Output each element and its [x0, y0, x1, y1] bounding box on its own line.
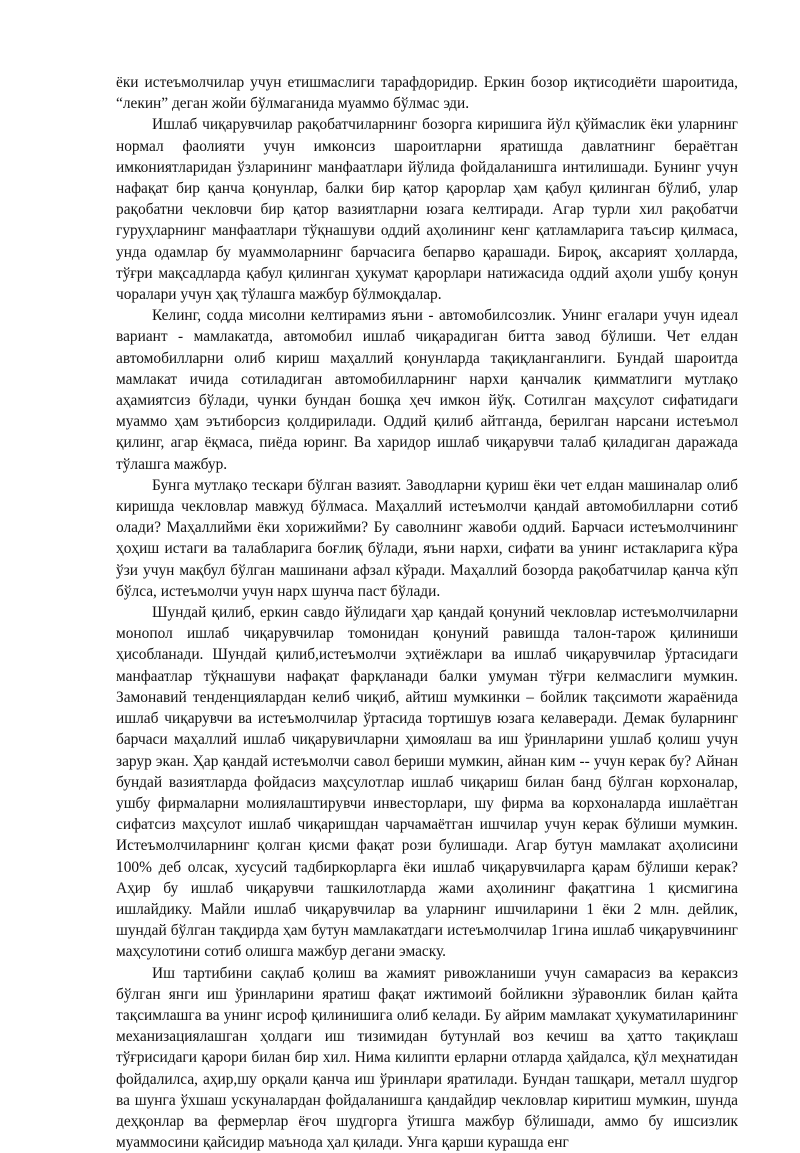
paragraph-1: ёки истеъмолчилар учун етишмаслиги тарафдоридир. Еркин бозор иқтисодиёти шароитида, “лекин” деган жойи бўлмаганида муаммо бўлмас эди.: [116, 74, 738, 113]
paragraph-6: Иш тартибини сақлаб қолиш ва жамият ривожланиши учун самарасиз ва кераксиз бўлган янги иш ўринларини яратиш фақат ижтимоий бойликни зўравонлик билан қайта тақсимлашга ва унинг исроф қилинишига олиб келади. Бу айрим мамлакат ҳукуматиларининг механизациялашган ҳолдаги иш тизимидан бутунлай воз кечиш ва ҳатто тақиқлаш тўғрисидаги қарори билан бир хил. Нима килипти ерларни отларда ҳайдалса, қўл меҳнатидан фойдалилса, аҳир,шу орқали қанча иш ўринлари яратилади. Бундан ташқари, металл шудгор ва шунга ўхшаш ускуналардан фойдаланишга қандайдир чекловлар киритиш мумкин, шунда деҳқонлар ва фермерлар ёғоч шудгорга ўтишга мажбур бўлишади, аммо бу ишсизлик муаммосини қайсидир маънода ҳал қилади. Унга қарши курашда енг: [116, 964, 738, 1152]
paragraph-2: Ишлаб чиқарувчилар рақобатчиларнинг бозорга киришига йўл қўймаслик ёки уларнинг нормал фаолияти учун имконсиз шароитларни яратишда давлатнинг бераётган имкониятларидан ўзларининг манфаатлари йўлида фойдаланишга интилишади. Бунинг учун нафақат бир қанча қонунлар, балки бир қатор қарорлар ҳам қабул қилинган бўлиб, улар рақобатни чекловчи бир қатор вазиятларни юзага келтиради. Агар турли хил рақобатчи гуруҳларнинг манфаатлари тўқнашуви оддий аҳолининг кенг қатламларига таъсир қилмаса, унда одамлар бу муаммоларнинг барчасига бепарво қарашади. Бироқ, аксарият ҳолларда, тўғри мақсадларда қабул қилинган ҳукумат қарорлари натижасида оддий аҳоли ушбу қонун чоралари учун ҳақ тўлашга мажбур бўлмоқдалар.: [116, 116, 738, 304]
paragraph-3: Келинг, содда мисолни келтирамиз яъни - автомобилсозлик. Унинг егалари учун идеал вариант - мамлакатда, автомобил ишлаб чиқарадиган битта завод бўлиши. Чет елдан автомобилларни олиб кириш маҳаллий қонунларда тақиқланганлиги. Бундай шароитда мамлакат ичида сотиладиган автомобилларнинг нархи қанчалик қимматлиги мутлақо аҳамиятсиз бўлади, чунки бундан бошқа ҳеч имкон йўқ. Сотилган маҳсулот сифатидаги муаммо ҳам эътиборсиз қолдирилади. Оддий қилиб айтганда, берилган нарсани истеъмол қилинг, агар ёқмаса, пиёда юринг. Ва харидор ишлаб чиқарувчи талаб қиладиган даражада тўлашга мажбур.: [116, 307, 738, 473]
paragraph-4: Бунга мутлақо тескари бўлган вазият. Заводларни қуриш ёки чет елдан машиналар олиб киришда чекловлар мавжуд бўлмаса. Маҳаллий истеъмолчи қандай автомобилларни сотиб олади? Маҳаллийми ёки хорижийми? Бу саволнинг жавоби оддий. Барчаси истеъмолчининг ҳоҳиш истаги ва талабларига боғлиқ бўлади, яъни нархи, сифати ва унинг истакларига кўра ўзи учун мақбул бўлган машинани афзал кўради. Маҳаллий бозорда рақобатчилар қанча кўп бўлса, истеъмолчи учун нарх шунча паст бўлади.: [116, 476, 738, 600]
document-page: [116, 72, 738, 1153]
paragraph-5: Шундай қилиб, еркин савдо йўлидаги ҳар қандай қонуний чекловлар истеъмолчиларни монопол ишлаб чиқарувчилар томонидан қонуний равишда талон-тарож қилиниши ҳисобланади. Шундай қилиб,истеъмолчи эҳтиёжлари ва ишлаб чиқарувчилар ўртасидаги манфаатлар тўқнашуви нафақат фарқланади балки умуман тўғри келмаслиги мумкин. Замонавий тенденциялардан келиб чиқиб, айтиш мумкинки – бойлик тақсимоти жараёнида ишлаб чиқарувчи ва истеъмолчилар ўртасида тортишув юзага келаверади. Демак буларнинг барчаси маҳаллий ишлаб чиқарувичларни ҳимоялаш ва иш ўринларини ушлаб қолиш учун зарур экан. Ҳар қандай истеъмолчи савол бериши мумкин, айнан ким -- учун керак бу? Айнан бундай вазиятларда фойдасиз маҳсулотлар ишлаб чиқариш билан банд бўлган корхоналар, ушбу фирмаларни молиялаштирувчи инвесторлари, шу фирма ва корхоналарда ишлаётган сифатсиз маҳсулот ишлаб чиқаришдан чарчамаётган ишчилар учун керак бўлиши мумкин. Истеъмолчиларнинг қолган қисми фақат рози булишади. Агар бутун мамлакат аҳолисини 100% деб олсак, хусусий тадбиркорларга ёки ишлаб чиқарувчиларга қарам бўлиши керак? Аҳир бу ишлаб чиқарувчи ташкилотларда жами аҳолининг фақатгина 1 қисмигина ишлайдику. Майли ишлаб чиқарувчилар ва уларнинг ишчиларини 1 ёки 2 млн. дейлик, шундай бўлган тақдирда ҳам бутун мамлакатдаги истеъмолчилар 1гина ишлаб чиқарувчининг маҳсулотини сотиб олишга мажбур дегани эмаску.: [116, 604, 738, 961]
